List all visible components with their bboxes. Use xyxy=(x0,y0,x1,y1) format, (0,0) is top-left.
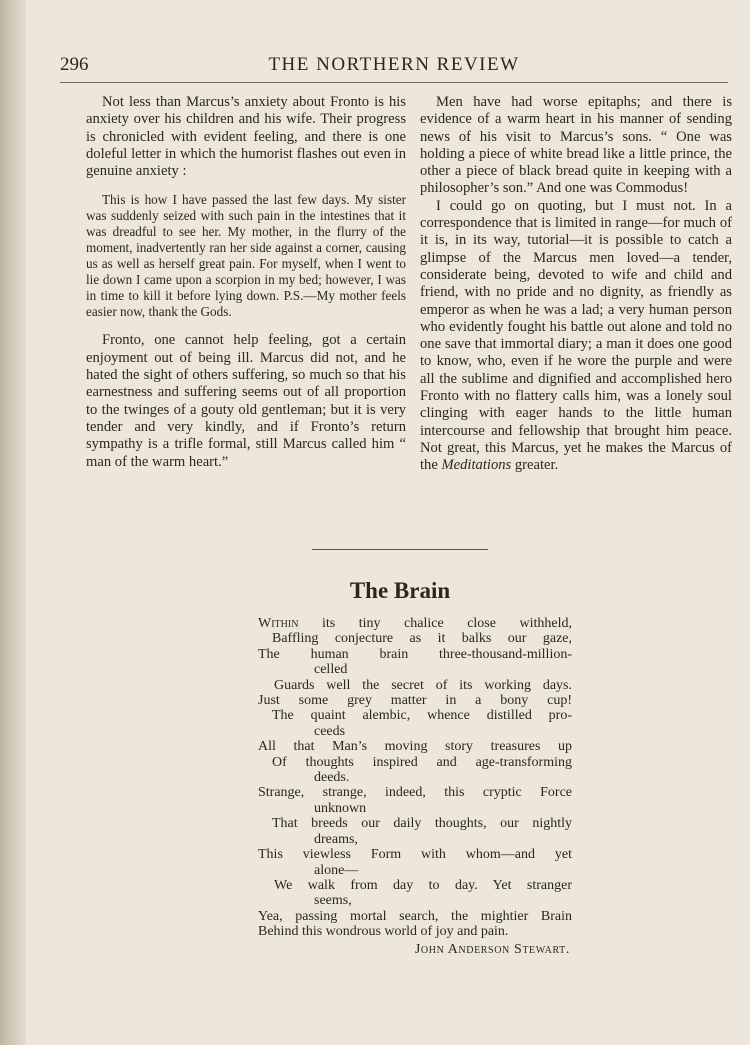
poem-line: This viewless Form with whom—and yet xyxy=(258,847,572,863)
poem-line: Baffling conjecture as it balks our gaze, xyxy=(272,631,572,647)
right-column xyxy=(420,94,732,475)
poem-line-continuation: alone— xyxy=(314,862,359,878)
poem-title: The Brain xyxy=(349,578,451,603)
book-spine-shadow xyxy=(0,0,26,1045)
paragraph-text-end: greater. xyxy=(511,457,559,474)
paragraph: Not less than Marcus’s anxiety about Fronto is his anxiety over his children and his wife. Their progress is chronicled with evident feeling, and there is one doleful letter in which the humorist flashes out even in genuine anxiety : xyxy=(86,94,406,180)
page-number: 296 xyxy=(60,54,89,75)
section-divider xyxy=(312,549,488,550)
poem-line: Of thoughts inspired and age-transforming xyxy=(272,754,572,770)
poem-line xyxy=(258,616,572,631)
paragraph: Fronto, one cannot help feeling, got a certain enjoyment out of being ill. Marcus did not, and he hated the sight of others suffering, so much so that his earnestness and suffering seems out of all proportion to the twinges of a gouty old gentleman; but it is very tender and very kindly, and if Fronto’s return sympathy is a trifle formal, still Marcus called him “ man of the warm heart.” xyxy=(86,332,406,470)
poem-line-continuation: dreams, xyxy=(314,831,358,847)
poem-line: All that Man’s moving story treasures up xyxy=(258,739,572,755)
italic-title: Meditations xyxy=(441,457,512,474)
poem-line-continuation: unknown xyxy=(314,800,367,816)
poem-line: The quaint alembic, whence distilled pro- xyxy=(272,708,572,724)
poem-line: Guards well the secret of its working days. xyxy=(274,677,572,693)
poem-line: We walk from day to day. Yet stranger xyxy=(274,877,572,893)
poem-line-continuation: ceeds xyxy=(314,723,346,739)
left-column xyxy=(86,94,406,471)
poem-line: Strange, strange, indeed, this cryptic Force xyxy=(258,785,572,801)
poem-first-word: Within xyxy=(258,616,299,631)
journal-title: THE NORTHERN REVIEW xyxy=(268,54,520,75)
poem-line: Behind this wondrous world of joy and pain. xyxy=(258,924,509,940)
poem-line: Just some grey matter in a bony cup! xyxy=(258,693,572,709)
block-quote xyxy=(86,192,406,320)
poem-line: That breeds our daily thoughts, our nightly xyxy=(272,816,572,832)
running-header xyxy=(60,54,728,83)
paragraph-text: I could go on quoting, but I must not. In a correspondence that is limited in range—for much of it is, in its way, tutorial—it is possible to catch a glimpse of the Marcus men loved—a tender, considerate being, devoted to wife and child and friend, with no pride and no dignity, as friendly as emperor as when he was a lad; a very human person who evidently fought his battle out alone and told no one save that immortal diary; a man it does one good to know, who, even if he wore the purple and were all the sublime and dignified and accomplished hero Fronto with no flattery calls him, was a lonely soul clinging with eager hands to the little human intercourse and fellowship that brought him peace. Not great, this Marcus, yet he makes the Marcus of the xyxy=(420,197,732,474)
poem-author: John Anderson Stewart. xyxy=(414,941,570,957)
poem-line-continuation: celled xyxy=(314,662,348,678)
poem-line-continuation: seems, xyxy=(314,893,352,909)
poem-line: The human brain three-thousand-million- xyxy=(258,646,572,662)
poem xyxy=(258,616,572,957)
poem-line: Yea, passing mortal search, the mightier Brain xyxy=(258,908,572,924)
poem-line-continuation: deeds. xyxy=(314,770,350,786)
poem-line-text: its tiny chalice close withheld, xyxy=(298,616,572,631)
paragraph xyxy=(420,198,732,475)
paragraph: Men have had worse epitaphs; and there is evidence of a warm heart in his manner of sending news of his visit to Marcus’s sons. “ One was holding a piece of white bread like a little prince, the other a piece of black bread quite in keeping with a philosopher’s son.” And one was Commodus! xyxy=(420,94,732,197)
quote-text: This is how I have passed the last few days. My sister was suddenly seized with such pain in the intestines that it was dreadful to see her. My mother, in the flurry of the moment, inadvertently ran her side against a corner, causing us as well as herself great pain. For myself, when I went to lie down I came upon a scorpion in my bed; however, I was in time to kill it before lying down. P.S.—My mother feels easier now, thank the Gods. xyxy=(86,192,406,320)
